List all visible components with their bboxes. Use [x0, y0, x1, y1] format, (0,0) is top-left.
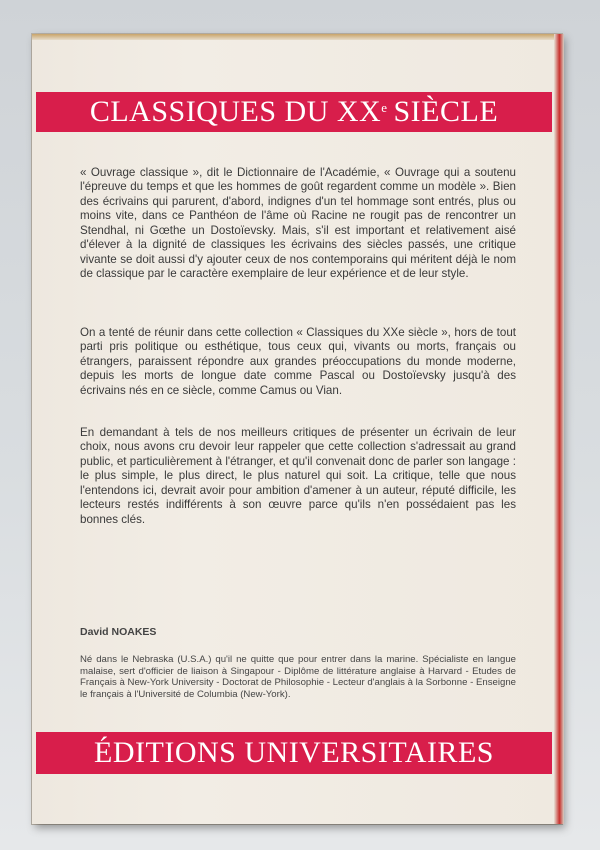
series-title-superscript: e	[381, 100, 388, 115]
book-top-edge	[32, 34, 562, 40]
blurb-paragraph-2: On a tenté de réunir dans cette collection « Classiques du XXe siècle », hors de tout parti pris politique ou esthétique, tous ceux qui, vivants ou morts, français ou étrangers, paraissent répondre aux grandes préoccupations du monde moderne, depuis les morts de longue date comme Pascal ou Dostoïevsky jusqu'à des écrivains nés en ce siècle, comme Camus ou Vian.	[80, 325, 516, 397]
author-bio: Né dans le Nebraska (U.S.A.) qu'il ne quitte que pour entrer dans la marine. Spécialiste en langue malaise, sert d'officier de liaison à Singapour - Diplôme de littérature anglaise à Harvard - Etudes de Français à New-York University - Doctorat de Philosophie - Lecteur d'anglais à la Sorbonne - Enseigne le français à l'Université de Columbia (New-York).	[80, 654, 516, 700]
book-spine-edge	[554, 34, 564, 824]
publisher-name: ÉDITIONS UNIVERSITAIRES	[94, 736, 494, 769]
series-title-band	[36, 92, 552, 132]
series-title-main: CLASSIQUES DU XX	[89, 95, 382, 128]
book-back-cover	[32, 34, 562, 824]
author-name: David NOAKES	[80, 626, 157, 638]
blurb-paragraph-3: En demandant à tels de nos meilleurs critiques de présenter un écrivain de leur choix, nous avons cru devoir leur rappeler que cette collection s'adressait au grand public, et particulièrement à l'étranger, et qu'il convenait donc de parler son langage : le plus simple, le plus direct, le plus naturel qui soit. La critique, telle que nous l'entendons ici, devrait avoir pour ambition d'amener à un auteur, réputé difficile, les lecteurs restés indifférents à son œuvre parce qu'ils n'en possédaient pas les bonnes clés.	[80, 425, 516, 526]
blurb-paragraph-1: « Ouvrage classique », dit le Dictionnaire de l'Académie, « Ouvrage qui a soutenu l'épreuve du temps et que les hommes de goût regardent comme un modèle ». Bien des écrivains qui parurent, d'abord, indignes d'un tel hommage sont entrés, plus ou moins vite, dans ce Panthéon de l'âme où Racine ne rougit pas de rencontrer un Stendhal, ni Gœthe un Dostoïevsky. Mais, s'il est important et relativement aisé d'élever à la dignité de classiques les écrivains des siècles passés, une critique vivante se doit aussi d'y ajouter ceux de nos contemporains qui méritent déjà le nom de classique par le caractère exemplaire de leur expérience et de leur style.	[80, 165, 516, 281]
series-title-end: SIÈCLE	[393, 95, 499, 128]
publisher-band	[36, 732, 552, 774]
